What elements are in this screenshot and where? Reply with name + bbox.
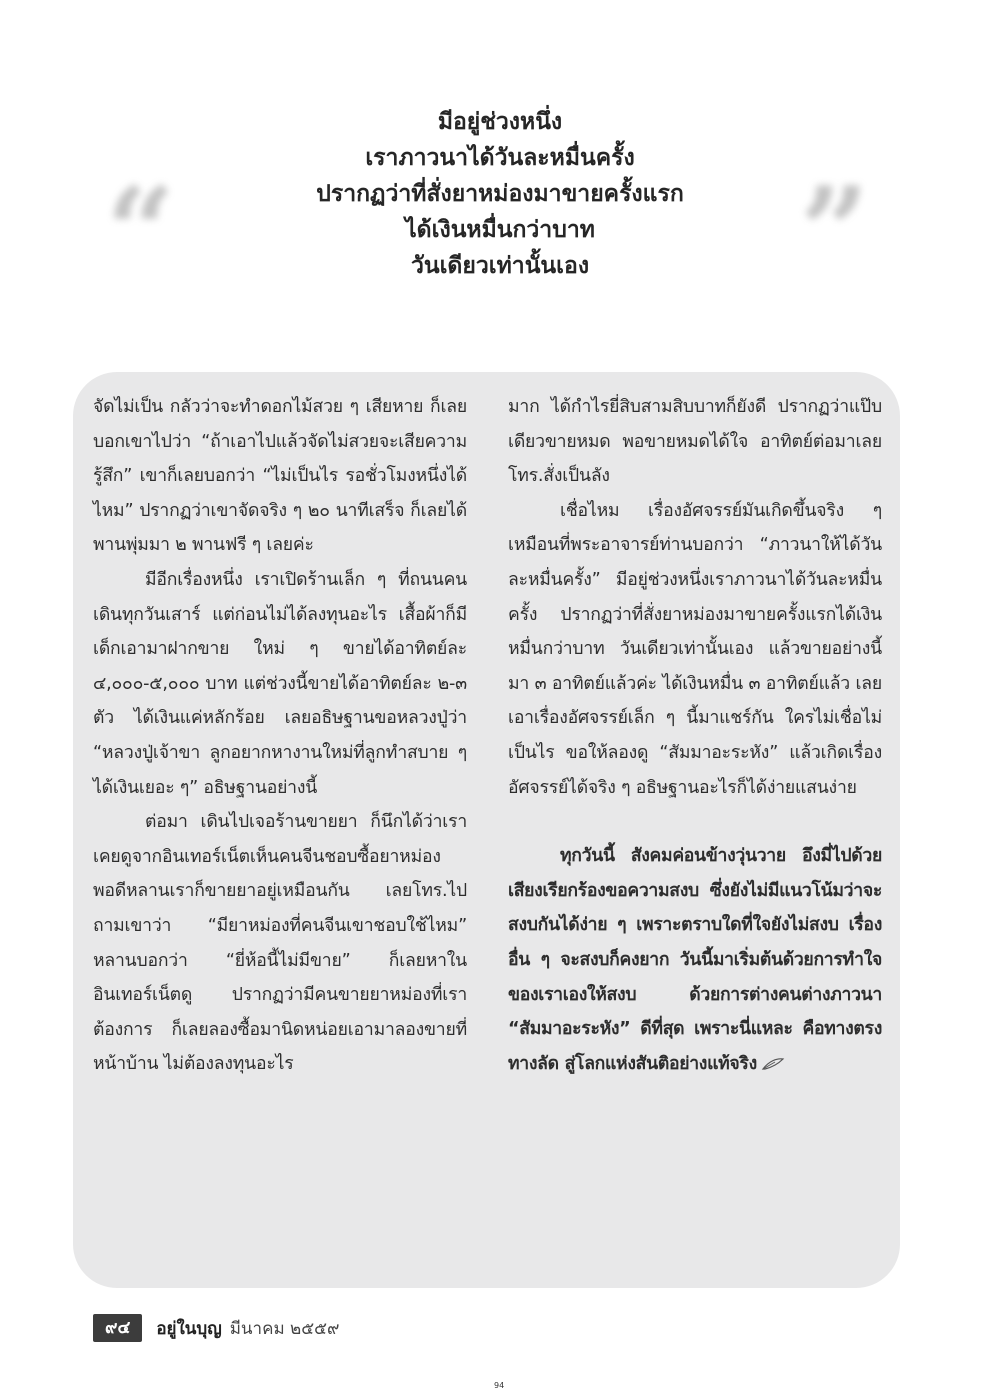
page-footer — [93, 1313, 339, 1343]
body-paragraph: จัดไม่เป็น กลัวว่าจะทำดอกไม้สวย ๆ เสียหาย ก็เลยบอกเขาไปว่า “ถ้าเอาไปแล้วจัดไม่สวยจะเสียความรู้สึก” เขาก็เลยบอกว่า “ไม่เป็นไร รอชั่วโมงหนึ่งได้ไหม” ปรากฏว่าเขาจัดจริง ๆ ๒๐ นาทีเสร็จ ก็เลยได้พานพุ่มมา ๒ พานฟรี ๆ เลยค่ะ — [93, 397, 467, 556]
pull-quote-line: ได้เงินหมื่นกว่าบาท — [405, 217, 595, 243]
pull-quote-line: วันเดียวเท่านั้นเอง — [410, 253, 590, 279]
close-quote-mark: ” — [800, 161, 870, 302]
page-number-badge: ๙๔ — [93, 1314, 142, 1342]
open-quote-mark: “ — [106, 161, 176, 302]
magazine-title: อยู่ในบุญ — [156, 1318, 222, 1339]
pull-quote-line: เราภาวนาได้วันละหมื่นครั้ง — [365, 145, 635, 171]
left-column — [93, 390, 467, 1082]
pull-quote-text — [200, 104, 800, 284]
right-column — [508, 390, 882, 1081]
body-paragraph: มาก ได้กำไรยี่สิบสามสิบบาทก็ยังดี ปรากฏว่าแป๊บเดียวขายหมด พอขายหมดได้ใจ อาทิตย์ต่อมาเลยโทร.สั่งเป็นลัง — [508, 397, 882, 487]
issue-date: มีนาคม ๒๕๕๙ — [229, 1318, 340, 1339]
feather-icon — [761, 1057, 785, 1071]
closing-paragraph — [508, 839, 882, 1081]
pull-quote-line: มีอยู่ช่วงหนึ่ง — [437, 109, 563, 135]
pull-quote — [0, 104, 1000, 324]
print-page-number: 94 — [494, 1381, 505, 1390]
body-paragraph: เชื่อไหม เรื่องอัศจรรย์มันเกิดขึ้นจริง ๆ เหมือนที่พระอาจารย์ท่านบอกว่า “ภาวนาให้ได้วันละหมื่นครั้ง” มีอยู่ช่วงหนึ่งเราภาวนาได้วันละหมื่นครั้ง ปรากฏว่าที่สั่งยาหม่องมาขายครั้งแรกได้เงินหมื่นกว่าบาท วันเดียวเท่านั้นเอง แล้วขายอย่างนี้มา ๓ อาทิตย์แล้วค่ะ ได้เงินหมื่น ๓ อาทิตย์แล้ว เลยเอาเรื่องอัศจรรย์เล็ก ๆ นี้มาแชร์กัน ใครไม่เชื่อไม่เป็นไร ขอให้ลองดู “สัมมาอะระหัง” แล้วเกิดเรื่องอัศจรรย์ได้จริง ๆ อธิษฐานอะไรก็ได้ง่ายแสนง่าย — [508, 500, 882, 798]
body-paragraph: มีอีกเรื่องหนึ่ง เราเปิดร้านเล็ก ๆ ที่ถนนคนเดินทุกวันเสาร์ แต่ก่อนไม่ได้ลงทุนอะไร เสื้อผ้าก็มีเด็กเอามาฝากขาย ใหม่ ๆ ขายได้อาทิตย์ละ ๔,๐๐๐-๕,๐๐๐ บาท แต่ช่วงนี้ขายได้อาทิตย์ละ ๒-๓ ตัว ได้เงินแค่หลักร้อย เลยอธิษฐานขอหลวงปู่ว่า “หลวงปู่เจ้าขา ลูกอยากหางานใหม่ที่ลูกทำสบาย ๆ ได้เงินเยอะ ๆ” อธิษฐานอย่างนี้ — [93, 569, 467, 798]
body-paragraph: ต่อมา เดินไปเจอร้านขายยา ก็นึกได้ว่าเราเคยดูจากอินเทอร์เน็ตเห็นคนจีนชอบซื้อยาหม่อง พอดีหลานเราก็ขายยาอยู่เหมือนกัน เลยโทร.ไปถามเขาว่า “มียาหม่องที่คนจีนเขาชอบใช้ไหม” หลานบอกว่า “ยี่ห้อนี้ไม่มีขาย” ก็เลยหาในอินเทอร์เน็ตดู ปรากฏว่ามีคนขายยาหม่องที่เราต้องการ ก็เลยลองซื้อมานิดหน่อยเอามาลองขายที่หน้าบ้าน ไม่ต้องลงทุนอะไร — [93, 812, 467, 1075]
closing-paragraph-text: ทุกวันนี้ สังคมค่อนข้างวุ่นวาย อึงมี่ไปด้วยเสียงเรียกร้องขอความสงบ ซึ่งยังไม่มีแนวโน้มว่าจะสงบกันได้ง่าย ๆ เพราะตราบใดที่ใจยังไม่สงบ เรื่องอื่น ๆ จะสงบก็คงยาก วันนี้มาเริ่มต้นด้วยการทำใจของเราเองให้สงบ ด้วยการต่างคนต่างภาวนา “สัมมาอะระหัง” ดีที่สุด เพราะนี่แหละ คือทางตรง ทางลัด สู่โลกแห่งสันติอย่างแท้จริง — [508, 846, 882, 1074]
pull-quote-line: ปรากฏว่าที่สั่งยาหม่องมาขายครั้งแรก — [316, 181, 684, 207]
